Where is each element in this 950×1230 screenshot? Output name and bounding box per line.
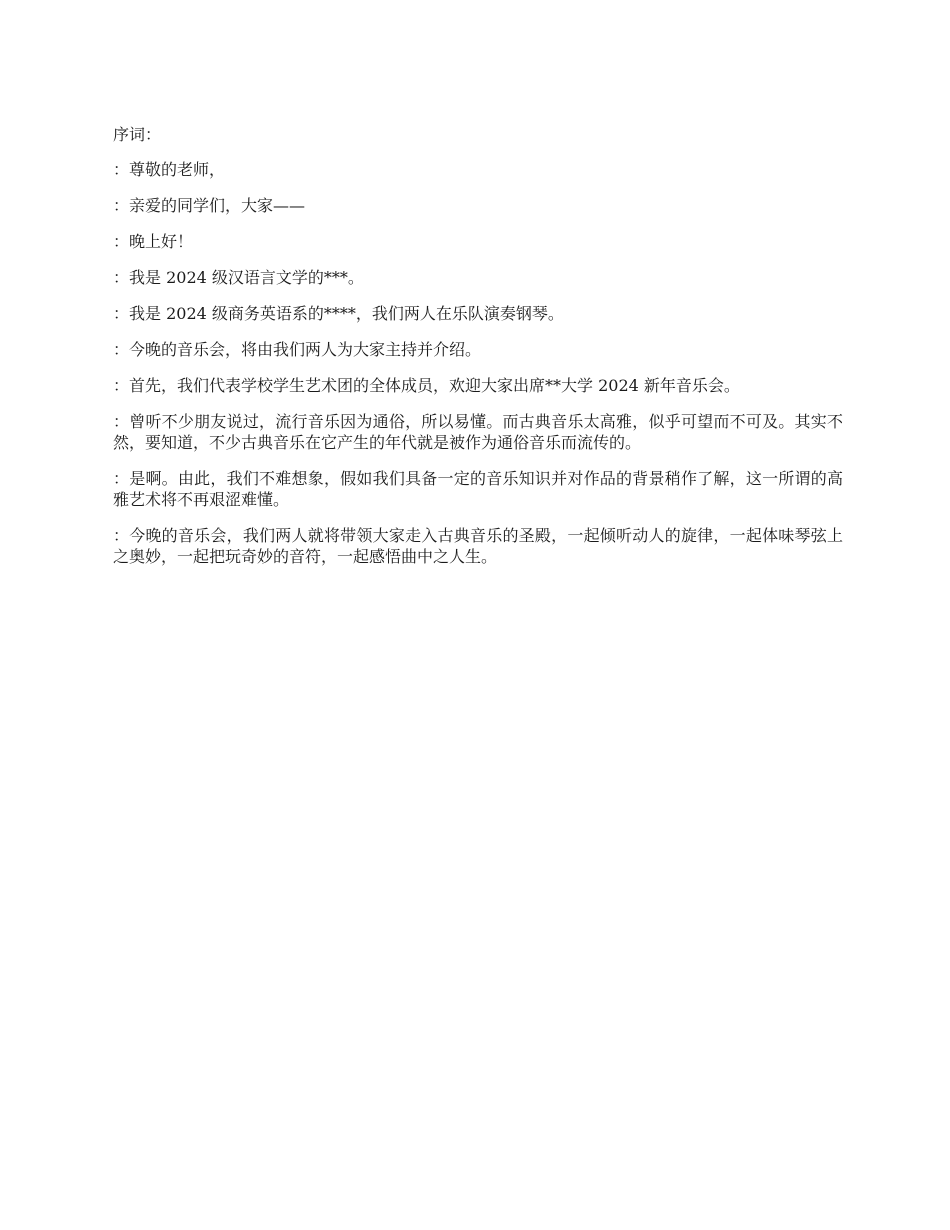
speech-line: ：我是 2024 级汉语言文学的***。 — [113, 268, 364, 287]
speech-line: ：曾听不少朋友说过，流行音乐因为通俗，所以易懂。而古典音乐太高雅，似乎可望而不可及。其实不然，要知道，不少古典音乐在它产生的年代就是被作为通俗音乐而流传的。 — [113, 412, 843, 452]
speech-line: ：我是 2024 级商务英语系的****，我们两人在乐队演奏钢琴。 — [113, 304, 564, 323]
speech-line: ：首先，我们代表学校学生艺术团的全体成员，欢迎大家出席**大学 2024 新年音乐会。 — [113, 376, 740, 395]
document-body — [113, 124, 843, 582]
speech-line: ：今晚的音乐会，将由我们两人为大家主持并介绍。 — [113, 340, 482, 359]
document-heading: 序词： — [113, 125, 162, 144]
speech-line: ：亲爱的同学们，大家—— — [113, 196, 306, 215]
speech-line: ：是啊。由此，我们不难想象，假如我们具备一定的音乐知识并对作品的背景稍作了解，这一所谓的高雅艺术将不再艰涩难懂。 — [113, 469, 843, 509]
speech-line: ：尊敬的老师， — [113, 160, 226, 179]
speech-line: ：晚上好！ — [113, 232, 194, 251]
speech-line: ：今晚的音乐会，我们两人就将带领大家走入古典音乐的圣殿，一起倾听动人的旋律，一起体味琴弦上之奥妙，一起把玩奇妙的音符，一起感悟曲中之人生。 — [113, 526, 843, 566]
